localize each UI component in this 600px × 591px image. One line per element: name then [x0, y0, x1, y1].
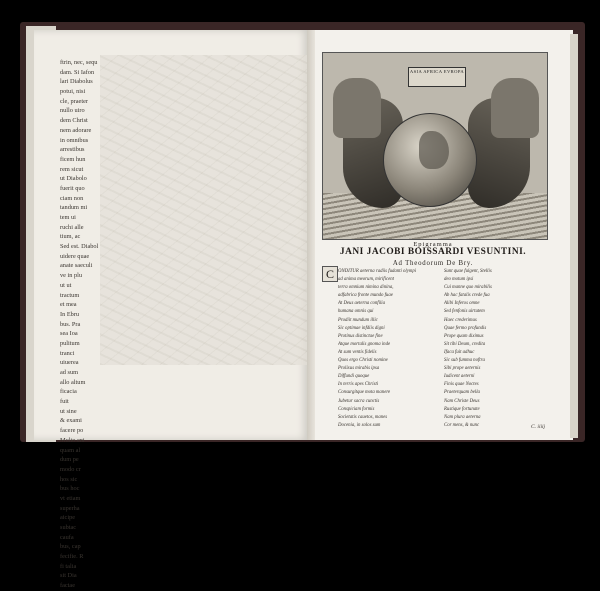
poem-line: humana omnis qui — [338, 309, 374, 315]
left-text-line: fecifie. R — [60, 553, 84, 561]
globe-landmass — [419, 131, 449, 169]
left-text-line: nem adorare — [60, 126, 92, 134]
epigram-author: JANI JACOBI BOISSARDI VESUNTINI. — [339, 247, 527, 257]
left-text-line: In Ebru — [60, 310, 80, 318]
poem-line: Ab hac fatalis crede fua — [444, 293, 490, 299]
poem-column-right — [444, 268, 546, 430]
left-text-line: tranci — [60, 349, 75, 357]
poem-line: Prodiit mundum illic — [338, 317, 378, 323]
poem-line: ONDITUR aeterna radiis fudanti olympi — [338, 269, 417, 274]
left-text-line: Multo eni — [60, 436, 85, 444]
poem-line: Sic optimae infdiis digni — [338, 325, 385, 331]
left-text-line: ciam non — [60, 194, 84, 202]
poem-line: Societatis cauetos, manes — [338, 414, 388, 420]
left-text-line: hos sic — [60, 475, 78, 483]
poem-line: Cui manne quo mirabilis — [444, 285, 492, 291]
left-text-line: ve in plu — [60, 272, 83, 280]
left-text-line: fuerit quo — [60, 184, 85, 192]
poem-line: Iudicent aeterni — [444, 374, 475, 380]
left-text-line: uiuerea — [60, 359, 79, 367]
left-text-line: modo cr — [60, 465, 81, 473]
left-text-line: dam. Si Iafon — [60, 68, 95, 76]
left-text-line: pulitum — [60, 339, 80, 347]
left-text-line: et mea — [60, 301, 77, 309]
left-text-line: vt etiam — [60, 494, 81, 502]
left-text-line: Sed est. Diabol — [60, 243, 99, 251]
poem-line: Nam Christe Deus — [444, 398, 480, 404]
left-text-line: fi talia — [60, 562, 77, 570]
poem-line: Prope quam diximus — [444, 333, 484, 339]
left-text-line: factae — [60, 582, 76, 590]
poem-line: terra omnium nimina dinina, — [338, 285, 394, 291]
left-text-line: ad sum — [60, 369, 79, 376]
poem-line: At Deus aeterna confilia — [338, 301, 386, 307]
left-text-line: tractum — [60, 291, 80, 299]
left-text-line: allo altum — [60, 378, 86, 386]
left-text-line: aicipe — [60, 514, 76, 522]
poem-line: Sit tibi Deum, credita — [444, 341, 486, 347]
left-text-line: ut ut — [60, 281, 72, 289]
left-text-line: dem Christ — [60, 117, 88, 125]
left-text-line: ftrin, nec, sequ — [60, 59, 98, 66]
poem-line: Docenia, in solos sum — [338, 422, 381, 428]
left-text-line: fuit — [60, 398, 69, 406]
engraving-figure-left — [333, 78, 381, 138]
poem-line: Sunt quae fulgent, Stellis — [444, 269, 492, 274]
left-text-line: rem sicut — [60, 165, 84, 173]
left-text-line: superha — [60, 504, 80, 512]
left-text-line: tem ui — [60, 214, 76, 221]
left-text-line: ficacia — [60, 388, 77, 396]
left-text-line: quam al — [60, 446, 81, 454]
poem-line: In terris apes Christi — [338, 382, 379, 388]
left-text-line: nullo uiro — [60, 107, 85, 115]
engraving-figure-right — [491, 78, 539, 138]
poem-line: Consurgitque mota manere — [338, 390, 391, 396]
left-text-line: bus hoc — [60, 485, 80, 493]
poem-line: Diffundi quoque — [338, 374, 370, 380]
epigram-label: Epigramma — [413, 241, 453, 248]
left-text-line: ut Diabolo — [60, 175, 87, 183]
folio-signature: C. iiiij — [531, 424, 546, 430]
poem-line: Sic sub fumma noftra — [444, 358, 485, 364]
poem-line: Rustique fortunate — [444, 406, 480, 412]
epigram-dedication: Ad Theodorum De Bry. — [392, 260, 474, 267]
drop-capital: C — [322, 266, 338, 282]
left-text-line: lari Diabolus — [60, 78, 93, 86]
poem-line: Atque mortalis gnoma inde — [338, 341, 391, 347]
left-text-line: facere po — [60, 427, 84, 435]
poem-line: Sed fenfonis uirtutem — [444, 309, 485, 315]
left-text-line: bus. Pra — [60, 320, 81, 328]
left-text-line: anate saeculi — [60, 262, 93, 270]
poem-line: Alibi Inferos omne — [444, 301, 480, 307]
left-page-text — [60, 58, 110, 591]
poem-line: Prolixus mirabis ipsa — [338, 366, 380, 372]
poem-line: Conspiciam formis — [338, 406, 375, 412]
left-text-line: bus, cap — [60, 543, 81, 551]
poem-line: Jubetur sacra cunctis — [338, 398, 380, 404]
poem-line: At sum ventis fidelis — [338, 349, 377, 355]
left-text-line: cle, praeter — [60, 97, 88, 105]
left-text-line: caufa — [60, 533, 74, 541]
poem-line: deo motum ipsi — [444, 277, 474, 283]
engraving-banner: ASIA AFRICA EVROPA — [408, 67, 466, 87]
poem-line: Nam plura aeterna — [444, 414, 481, 420]
left-text-line: ficem hun — [60, 155, 86, 163]
poem-column-left — [338, 268, 441, 430]
left-text-line: arrestibus — [60, 146, 85, 154]
left-text-line: dum pe — [60, 456, 79, 464]
left-text-line: uidere quae — [60, 252, 90, 260]
left-text-line: sit Dia — [60, 572, 77, 580]
page-stack-right — [570, 34, 578, 438]
poem-line: ad anima meorum, mirificent — [338, 277, 394, 283]
left-text-line: ut sine — [60, 407, 77, 415]
left-text-line: & exami — [60, 417, 82, 425]
left-text-line: potui, nisi — [60, 88, 86, 96]
poem-line: Haec crederimus — [444, 317, 477, 323]
poem-line: Protinus distinctae fine — [338, 333, 383, 339]
poem-line: Finis quae Noctes — [444, 382, 479, 388]
poem-line: Quos ergo Christi nomine — [338, 358, 388, 364]
poem-line: Praeterquam bella — [444, 390, 480, 396]
left-text-line: in omnibus — [60, 136, 89, 144]
poem-line: Cor mens, & nunc — [444, 422, 480, 428]
poem-line: Sibi prope aeternis — [444, 366, 481, 372]
left-text-line: ruchi alle — [60, 223, 84, 231]
left-text-line: tandum mi — [60, 204, 88, 212]
poem-line: adfabrica fronte mundo fuae — [338, 293, 393, 299]
engraving-plate — [322, 52, 548, 240]
left-text-line: subtac — [60, 524, 77, 531]
poem-line: Ifaca fuit adhuc — [444, 349, 475, 355]
poem-line: Quae fermo profundis — [444, 325, 487, 331]
left-text-line: tium, ac — [60, 233, 81, 241]
show-through-map — [100, 55, 310, 365]
left-text-line: sea Ioa — [60, 330, 78, 338]
